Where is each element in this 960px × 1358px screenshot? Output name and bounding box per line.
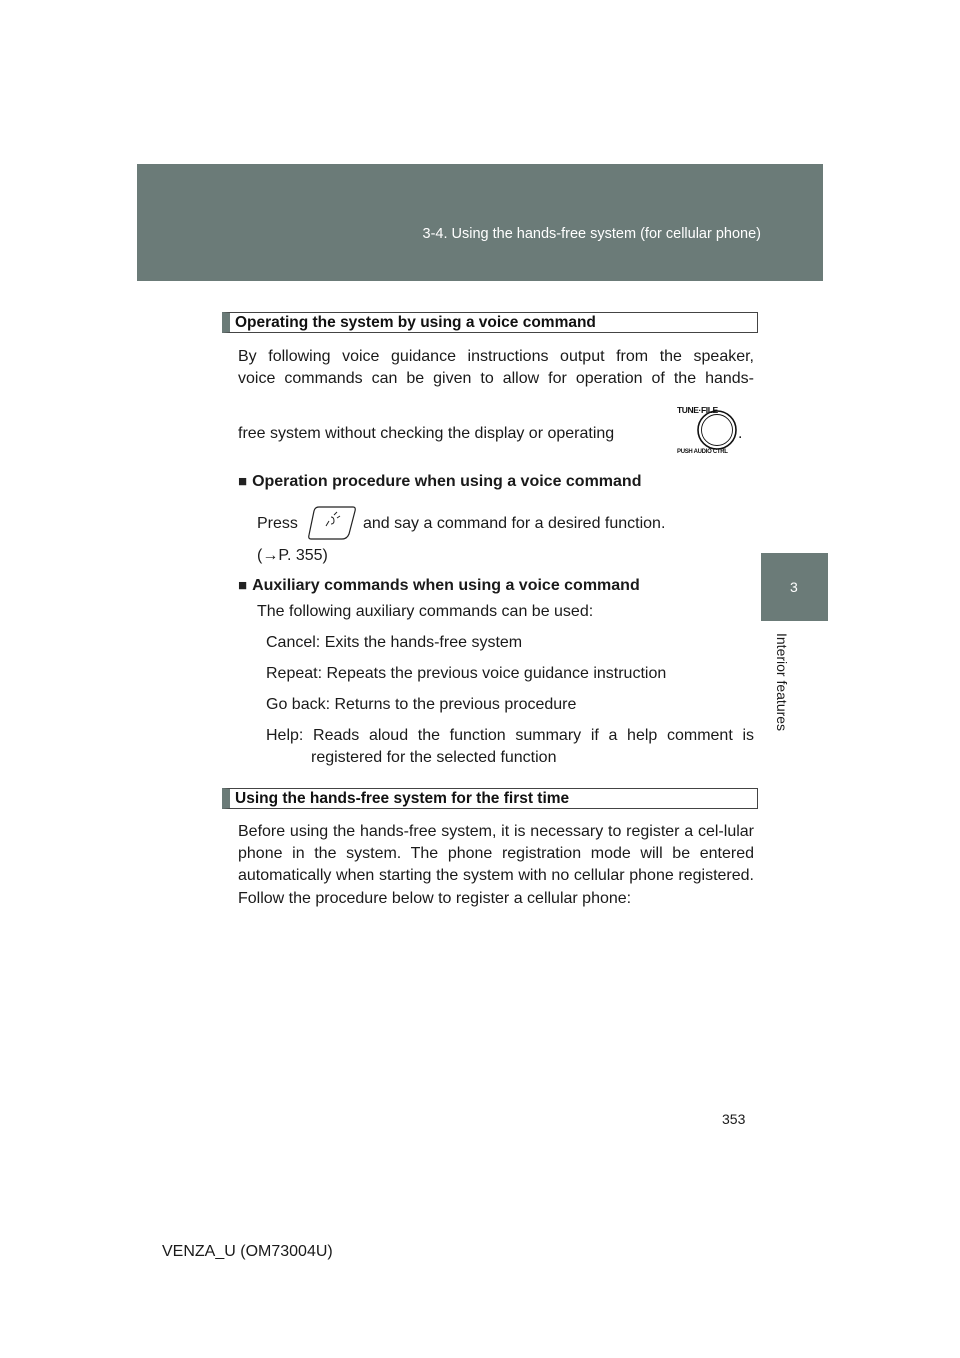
- first-time-paragraph: Before using the hands-free system, it is necessary to register a cel-lular phone in the system. The phone registration mode will be entered automatically when starting the system with no cellular phone registered. Follow the procedure below to register a cellular phone:: [238, 823, 754, 907]
- command-repeat: Repeat: Repeats the previous voice guidance instruction: [266, 665, 667, 682]
- intro-line-1: By following voice guidance instructions output from the speaker,: [238, 348, 754, 365]
- chapter-label: Interior features: [774, 633, 790, 732]
- procedure-heading: [238, 471, 641, 493]
- command-go-back: Go back: Returns to the previous procedure: [266, 696, 577, 713]
- auxiliary-intro: The following auxiliary commands can be used:: [257, 603, 594, 620]
- auxiliary-heading-text: Auxiliary commands when using a voice command: [252, 577, 640, 594]
- page-reference: (→P. 355): [257, 547, 328, 564]
- square-bullet-icon: ■: [238, 577, 248, 594]
- procedure-heading-text: Operation procedure when using a voice command: [252, 473, 642, 490]
- tune-file-knob: [677, 405, 737, 459]
- header-band: [137, 164, 823, 281]
- press-text: Press: [257, 515, 298, 532]
- chapter-number: 3: [790, 579, 798, 595]
- talk-switch-icon: [307, 505, 357, 541]
- command-cancel: Cancel: Exits the hands-free system: [266, 634, 523, 651]
- knob-top-label: TUNE·FILE: [677, 405, 718, 415]
- section-heading-first-time: Using the hands-free system for the first time: [222, 788, 758, 809]
- talk-switch-button: [307, 505, 357, 541]
- section-title: 3-4. Using the hands-free system (for cellular phone): [422, 226, 761, 242]
- square-bullet-icon: ■: [238, 473, 248, 490]
- intro-end-period: .: [738, 425, 743, 442]
- footer-code: VENZA_U (OM73004U): [162, 1243, 333, 1260]
- command-help: Help: Reads aloud the function summary if a help comment is: [266, 727, 754, 744]
- page-number: 353: [722, 1111, 746, 1127]
- knob-bottom-label: PUSH AUDIO CTRL: [677, 449, 728, 455]
- chapter-tab: [761, 553, 828, 621]
- section-heading-voice-command: Operating the system by using a voice command: [222, 312, 758, 333]
- press-instruction: and say a command for a desired function.: [363, 515, 666, 532]
- intro-line-2: voice commands can be given to allow for operation of the hands-: [238, 370, 754, 387]
- intro-line-3: free system without checking the display or operating: [238, 425, 615, 442]
- auxiliary-heading: [238, 575, 640, 597]
- command-help-continued: registered for the selected function: [311, 749, 557, 766]
